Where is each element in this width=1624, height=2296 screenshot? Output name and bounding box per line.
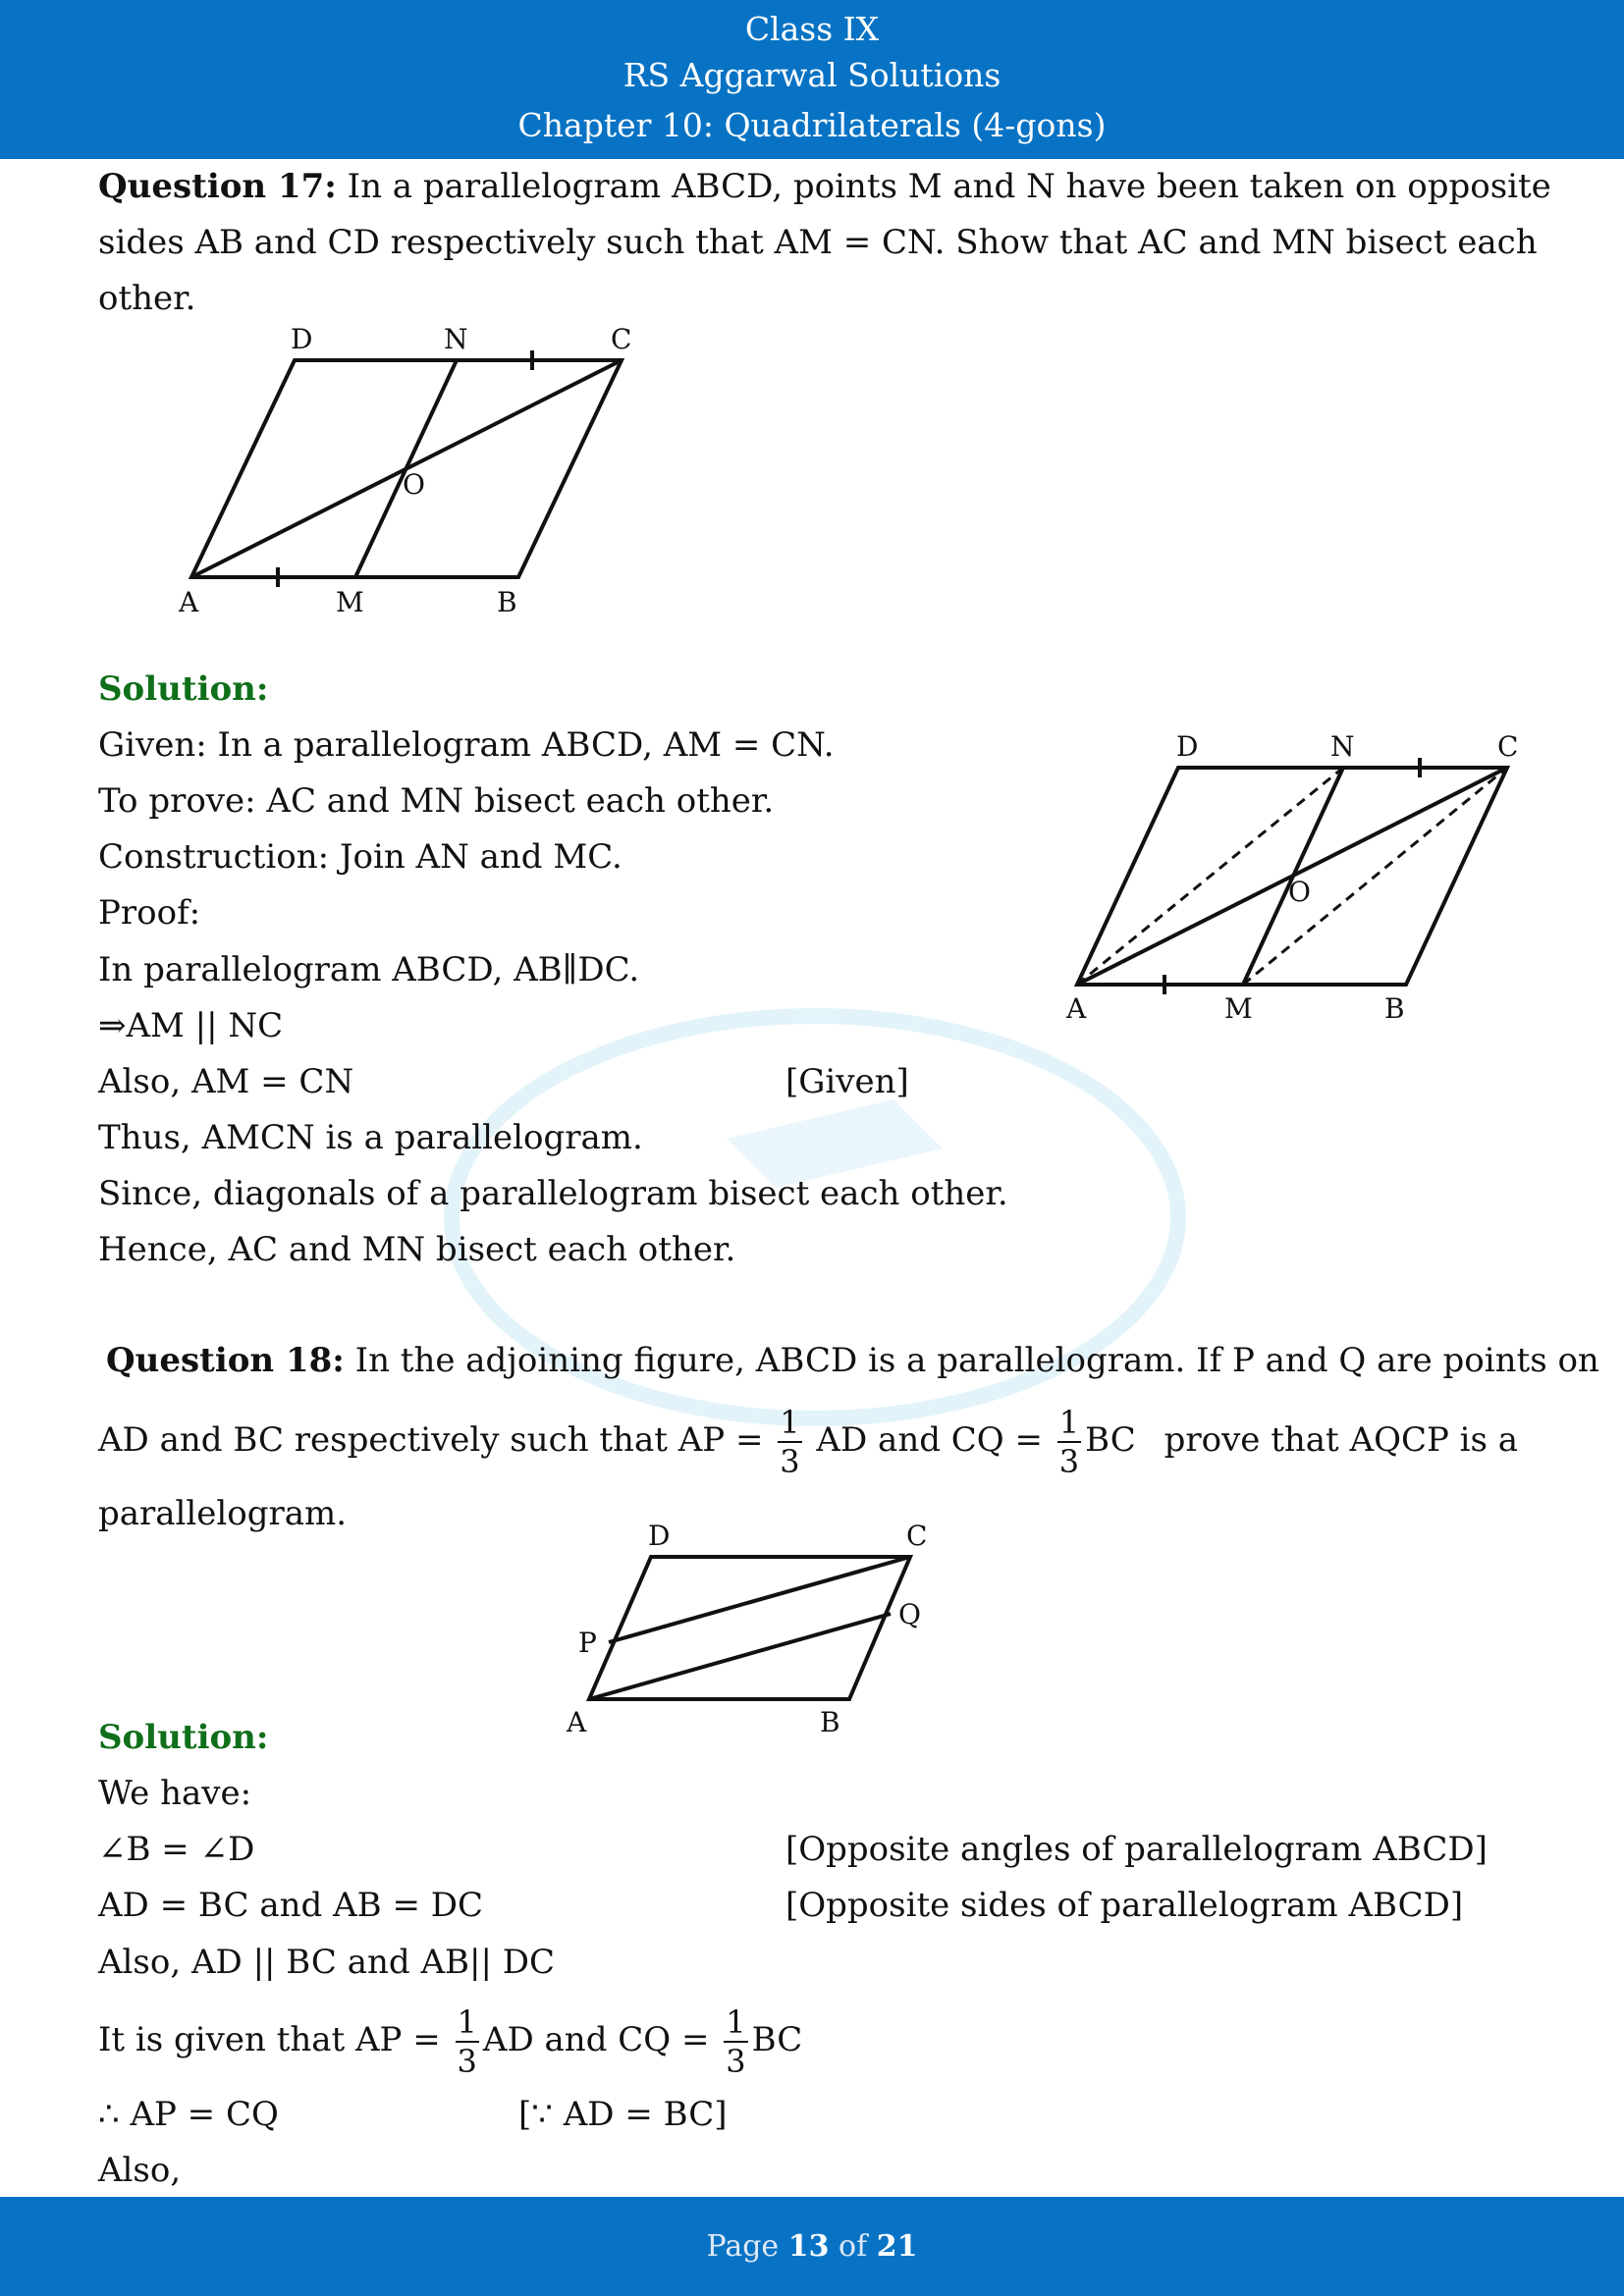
q18-text-2b: AD and CQ = (816, 1420, 1043, 1460)
sol17-fig-label-O: O (1288, 876, 1311, 908)
sol18-also: Also, (98, 2151, 182, 2190)
q18-text-2a: AD and BC respectively such that AP = (98, 1420, 764, 1460)
frac-num: 1 (1058, 1404, 1080, 1441)
sol18-angles-reason: [Opposite angles of parallelogram ABCD] (785, 1830, 1488, 1869)
sol18-angles: ∠B = ∠D (98, 1830, 255, 1869)
sol18-given-b: AD and CQ = (482, 2020, 710, 2059)
sol17-line: Thus, AMCN is a parallelogram. (98, 1118, 643, 1157)
sol17-line: Proof: (98, 893, 201, 933)
sol18-sides: AD = BC and AB = DC (98, 1886, 484, 1925)
sol17-fig-label-C: C (1497, 730, 1519, 763)
sol17-fig-label-M: M (1224, 992, 1253, 1025)
footer-page-number: 13 (787, 2229, 830, 2264)
fig17-label-B: B (497, 586, 517, 618)
fig18-label-P: P (578, 1627, 597, 1659)
q18-frac-ap (778, 1404, 801, 1480)
sol17-line: Given: In a parallelogram ABCD, AM = CN. (98, 725, 835, 765)
header-chapter: Chapter 10: Quadrilaterals (4-gons) (517, 106, 1107, 144)
sol18-parallel: Also, AD || BC and AB|| DC (98, 1943, 556, 1982)
q18-figure (555, 1520, 947, 1745)
sol17-line: ⇒AM || NC (98, 1006, 284, 1045)
q18-frac-cq (1057, 1404, 1081, 1480)
fig17-label-C: C (611, 323, 632, 355)
sol17-line: Hence, AC and MN bisect each other. (98, 1230, 736, 1269)
sol18-frac-cq (724, 2003, 747, 2080)
sol17-line: In parallelogram ABCD, AB∥DC. (98, 950, 640, 989)
footer-page-word: Page (706, 2229, 780, 2264)
footer-page-total: 21 (876, 2229, 918, 2264)
sol18-we-have: We have: (98, 1774, 252, 1813)
q17-line2: sides AB and CD respectively such that AM = CN. Show that AC and MN bisect each (98, 223, 1538, 262)
fig17-label-D: D (291, 323, 313, 355)
sol17-line: Also, AM = CN (98, 1062, 354, 1101)
q18-line1 (106, 1339, 1599, 1382)
sol18-given (98, 1993, 802, 2087)
q17-text-1: In a parallelogram ABCD, points M and N have been taken on opposite (347, 167, 1551, 206)
sol18-given-c: BC (751, 2020, 803, 2059)
q18-label: Question 18: (106, 1341, 345, 1380)
page-footer (0, 2197, 1624, 2296)
sol17-heading: Solution: (98, 669, 269, 709)
frac-den: 3 (1058, 1443, 1080, 1480)
sol17-line: Since, diagonals of a parallelogram bisect each other. (98, 1174, 1008, 1213)
sol17-fig-label-A: A (1066, 992, 1087, 1025)
sol17-fig-label-B: B (1384, 992, 1405, 1025)
header-class: Class IX (744, 10, 880, 48)
fig17-label-O: O (403, 468, 425, 501)
frac-num: 1 (726, 2003, 746, 2041)
fig18-label-D: D (648, 1520, 671, 1552)
fig17-label-N: N (444, 323, 468, 355)
sol17-given-tag: [Given] (785, 1062, 909, 1101)
sol18-given-a: It is given that AP = (98, 2020, 441, 2059)
q17-figure (167, 319, 658, 628)
sol17-fig-label-D: D (1176, 730, 1199, 763)
sol18-sides-reason: [Opposite sides of parallelogram ABCD] (785, 1886, 1464, 1925)
q18-text-1: In the adjoining figure, ABCD is a parallelogram. If P and Q are points on (354, 1341, 1599, 1380)
fig18-label-B: B (820, 1706, 840, 1738)
fig17-label-M: M (336, 586, 364, 618)
q17-line1 (98, 165, 1551, 208)
frac-num: 1 (457, 2003, 477, 2041)
sol17-line: Construction: Join AN and MC. (98, 837, 623, 877)
sol17-figure (1060, 726, 1551, 1031)
frac-den: 3 (457, 2043, 477, 2080)
page-header (0, 0, 1624, 159)
sol18-frac-ap (456, 2003, 479, 2080)
sol18-heading: Solution: (98, 1718, 269, 1757)
q18-line3: parallelogram. (98, 1494, 348, 1533)
header-book: RS Aggarwal Solutions (623, 56, 1001, 94)
sol18-therefore: ∴ AP = CQ (98, 2095, 279, 2134)
frac-num: 1 (780, 1404, 800, 1441)
fig17-label-A: A (179, 586, 199, 618)
frac-den: 3 (780, 1443, 800, 1480)
q18-text-2c: BC (1085, 1420, 1136, 1460)
q17-label: Question 17: (98, 167, 337, 206)
sol17-fig-label-N: N (1330, 730, 1355, 763)
q17-line3: other. (98, 279, 196, 318)
sol17-line: To prove: AC and MN bisect each other. (98, 781, 775, 821)
q18-line2 (98, 1394, 1518, 1486)
fig18-label-C: C (906, 1520, 928, 1552)
frac-den: 3 (726, 2043, 746, 2080)
sol18-therefore-reason: [∵ AD = BC] (518, 2095, 728, 2134)
fig18-label-A: A (567, 1706, 587, 1738)
fig18-label-Q: Q (898, 1598, 921, 1630)
q18-text-2d: prove that AQCP is a (1164, 1420, 1519, 1460)
footer-of-word: of (839, 2229, 868, 2264)
